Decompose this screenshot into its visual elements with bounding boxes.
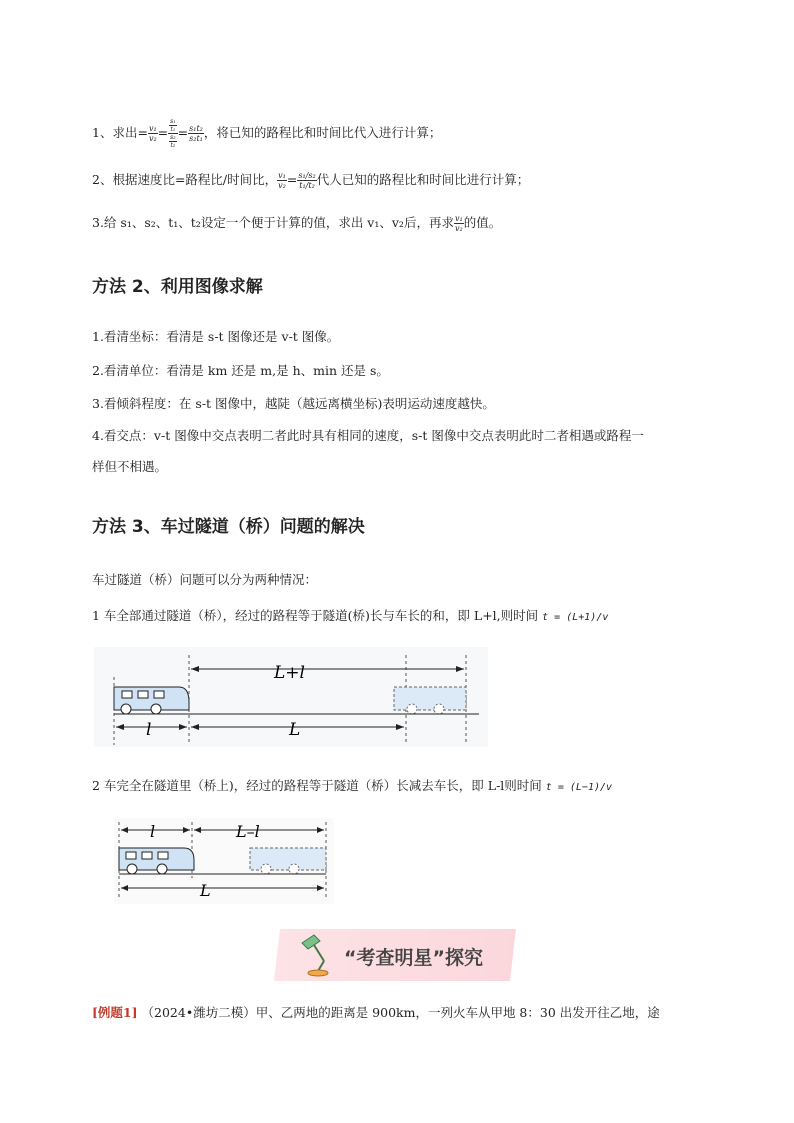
v1-c: v₁ [454, 214, 463, 223]
s1t2-over-s2t1 [188, 124, 204, 143]
formula-line-2 [92, 170, 529, 190]
v2-c: v₂ [454, 224, 463, 233]
t-ratio: t₁/t₂ [299, 181, 315, 190]
case1-formula: t = (L+1)/v [542, 612, 609, 623]
formula-line-3 [92, 213, 501, 233]
case2-line [92, 776, 612, 798]
method2-item-1: 1.看清坐标：看清是 s-t 图像还是 v-t 图像。 [92, 329, 340, 344]
line2-prefix: 2、根据速度比=路程比/时间比， [92, 172, 278, 187]
t2: t₂ [170, 142, 176, 149]
line2-suffix: 代人已知的路程比和时间比进行计算； [316, 172, 530, 187]
example-line [92, 1003, 660, 1021]
v1-b: v₁ [278, 171, 286, 180]
line3-suffix: 的值。 [463, 215, 502, 230]
method2-item-4: 4.看交点：v-t 图像中交点表明二者此时具有相同的速度，s-t 图像中交点表明此时二者相遇或路程一 [92, 428, 644, 443]
fig2-top-right-label: L–l [236, 822, 260, 841]
ratio-fraction [297, 171, 316, 190]
compound-fraction [168, 118, 177, 149]
method2-heading: 方法 2、利用图像求解 [92, 277, 263, 297]
train-icon-2 [119, 848, 194, 874]
tunnel-figure-1 [94, 647, 488, 747]
method3-intro: 车过隧道（桥）问题可以分为两种情况： [92, 572, 318, 587]
fig1-mid-label: L [289, 720, 301, 740]
example-tag: [例题1] [92, 1005, 138, 1020]
case1-line [92, 606, 608, 628]
v-ratio-fraction-2 [277, 171, 287, 190]
fig1-top-label: L+l [274, 663, 305, 683]
s2-over-t2 [169, 134, 176, 149]
t1: t₁ [170, 126, 176, 133]
equals-3: = [286, 172, 298, 187]
example-text: （2024•潍坊二模）甲、乙两地的距离是 900km，一列火车从甲地 8：30 出发开往乙地，途 [141, 1005, 660, 1020]
s2: s₂ [170, 134, 176, 141]
method2-item-2: 2.看清单位：看清是 km 还是 m,是 h、min 还是 s。 [92, 363, 389, 378]
tunnel-figure-2 [114, 818, 334, 904]
case2-text: 2 车完全在隧道里（桥上)，经过的路程等于隧道（桥）长减去车长，即 L-l则时间 [92, 778, 542, 793]
s2t1: s₂t₁ [189, 134, 203, 143]
fig2-top-left-label: l [150, 822, 156, 841]
formula-line-1 [92, 118, 441, 149]
v2: v₂ [148, 134, 157, 143]
s-ratio: s₁/s₂ [298, 171, 316, 180]
compound-den [168, 134, 177, 149]
v1: v₁ [148, 124, 157, 133]
s1t2: s₁t₂ [189, 124, 203, 133]
fig1-left-label: l [146, 720, 152, 740]
case2-formula: t = (L−1)/v [545, 782, 613, 793]
v2-b: v₂ [278, 181, 286, 190]
v-ratio-fraction [148, 124, 158, 143]
train-ghost-icon [394, 687, 466, 714]
fig2-bottom-label: L [200, 881, 211, 900]
equals-2: = [177, 125, 189, 140]
equals: = [157, 125, 169, 140]
banner-text: “考查明星”探究 [344, 947, 483, 969]
exam-banner [274, 923, 522, 987]
s1-over-t1 [169, 118, 176, 133]
v-ratio-fraction-3 [454, 214, 464, 233]
compound-num [168, 118, 177, 134]
line1-suffix: ，将已知的路程比和时间比代入进行计算； [203, 125, 442, 140]
method3-heading: 方法 3、车过隧道（桥）问题的解决 [92, 517, 365, 537]
method2-item-5: 样但不相遇。 [92, 459, 168, 474]
case1-text: 1 车全部通过隧道（桥），经过的路程等于隧道(桥)长与车长的和，即 L+l,则时间 [92, 608, 539, 623]
line3-prefix: 3.给 s₁、s₂、t₁、t₂设定一个便于计算的值，求出 v₁、v₂后，再求 [92, 215, 454, 230]
line1-prefix: 1、求出= [92, 125, 148, 140]
method2-item-3: 3.看倾斜程度：在 s-t 图像中，越陡（越远离横坐标)表明运动速度越快。 [92, 396, 495, 411]
train-icon [114, 687, 189, 714]
s1: s₁ [170, 118, 176, 125]
